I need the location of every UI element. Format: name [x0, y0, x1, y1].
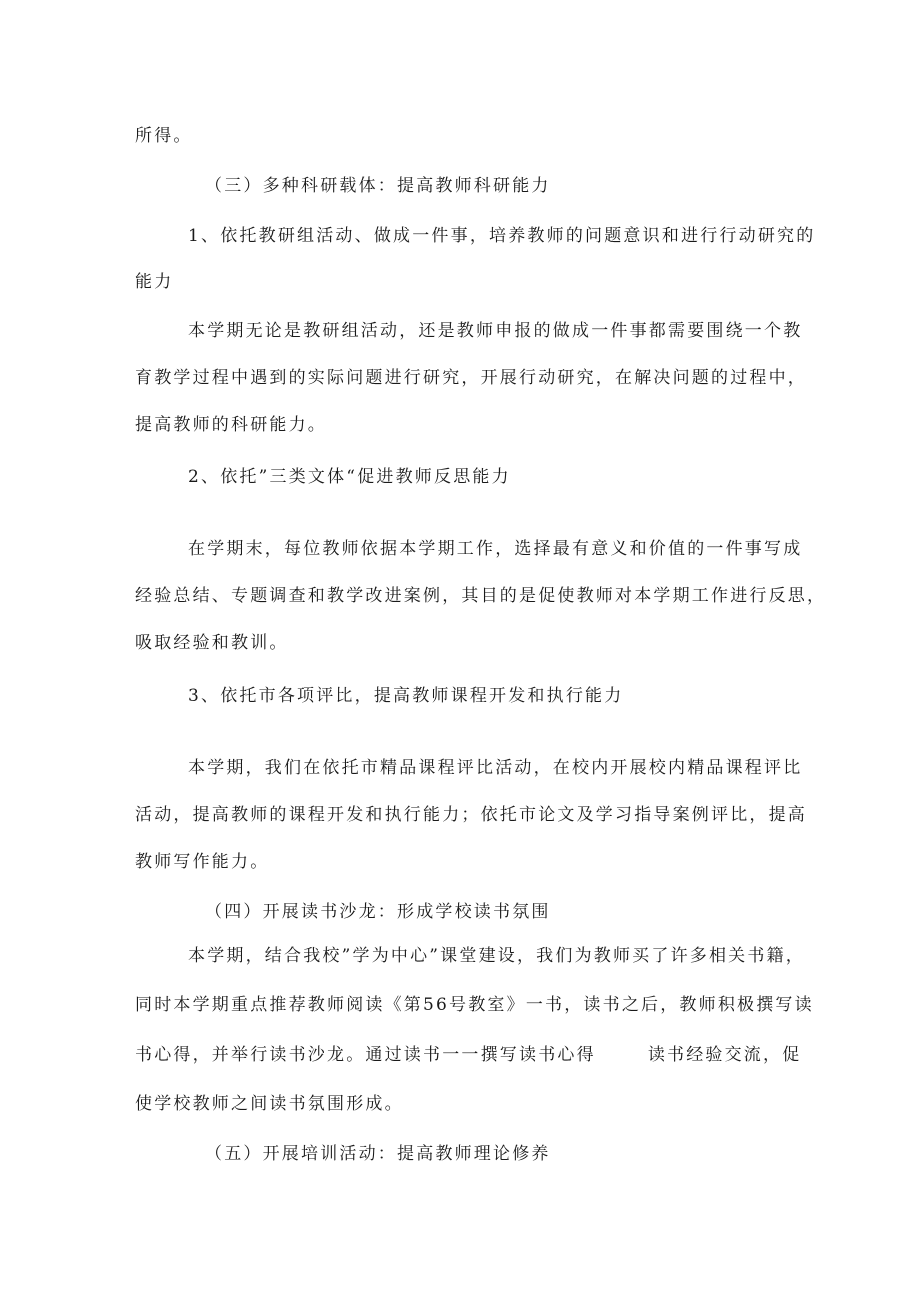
paragraph-line-part-a: 书心得，并举行读书沙龙。通过读书一一撰写读书心得 — [135, 1045, 596, 1065]
paragraph-line: 本学期，结合我校”学为中心”课堂建设，我们为教师买了许多相关书籍， — [188, 946, 805, 966]
subheading-1: 1、依托教研组活动、做成一件事，培养教师的问题意识和进行行动研究的 — [188, 226, 816, 246]
paragraph-line: 经验总结、专题调查和教学改进案例，其目的是促使教师对本学期工作进行反思， — [135, 586, 827, 606]
subheading-2: 2、依托”三类文体“促进教师反思能力 — [188, 467, 511, 487]
paragraph-line-part-b: 读书经验交流，促 — [647, 1045, 802, 1065]
paragraph-line: 提高教师的科研能力。 — [135, 415, 327, 435]
paragraph-line: 本学期，我们在依托市精品课程评比活动，在校内开展校内精品课程评比 — [188, 758, 803, 778]
paragraph-line: 吸取经验和教训。 — [135, 633, 289, 653]
paragraph-line: 在学期末，每位教师依据本学期工作，选择最有意义和价值的一件事写成 — [188, 539, 803, 559]
section-heading-4: （四）开展读书沙龙：形成学校读书氛围 — [205, 902, 551, 922]
paragraph-line: 本学期无论是教研组活动，还是教师申报的做成一件事都需要围绕一个教 — [188, 321, 803, 341]
paragraph-line: 教师写作能力。 — [135, 852, 270, 872]
paragraph-line: 活动，提高教师的课程开发和执行能力；依托市论文及学习指导案例评比，提高 — [135, 805, 807, 825]
paragraph-line: 使学校教师之间读书氛围形成。 — [135, 1094, 404, 1114]
paragraph-line — [135, 1043, 801, 1067]
paragraph-line: 能力 — [135, 272, 174, 292]
paragraph-line: 所得。 — [135, 126, 193, 146]
section-heading-3: （三）多种科研载体：提高教师科研能力 — [205, 176, 551, 196]
paragraph-line: 育教学过程中遇到的实际问题进行研究，开展行动研究，在解决问题的过程中， — [135, 368, 807, 388]
section-heading-5: （五）开展培训活动：提高教师理论修养 — [205, 1144, 551, 1164]
paragraph-line: 同时本学期重点推荐教师阅读《第56号教室》一书，读书之后，教师积极撰写读 — [135, 995, 814, 1015]
subheading-3: 3、依托市各项评比，提高教师课程开发和执行能力 — [188, 686, 624, 706]
